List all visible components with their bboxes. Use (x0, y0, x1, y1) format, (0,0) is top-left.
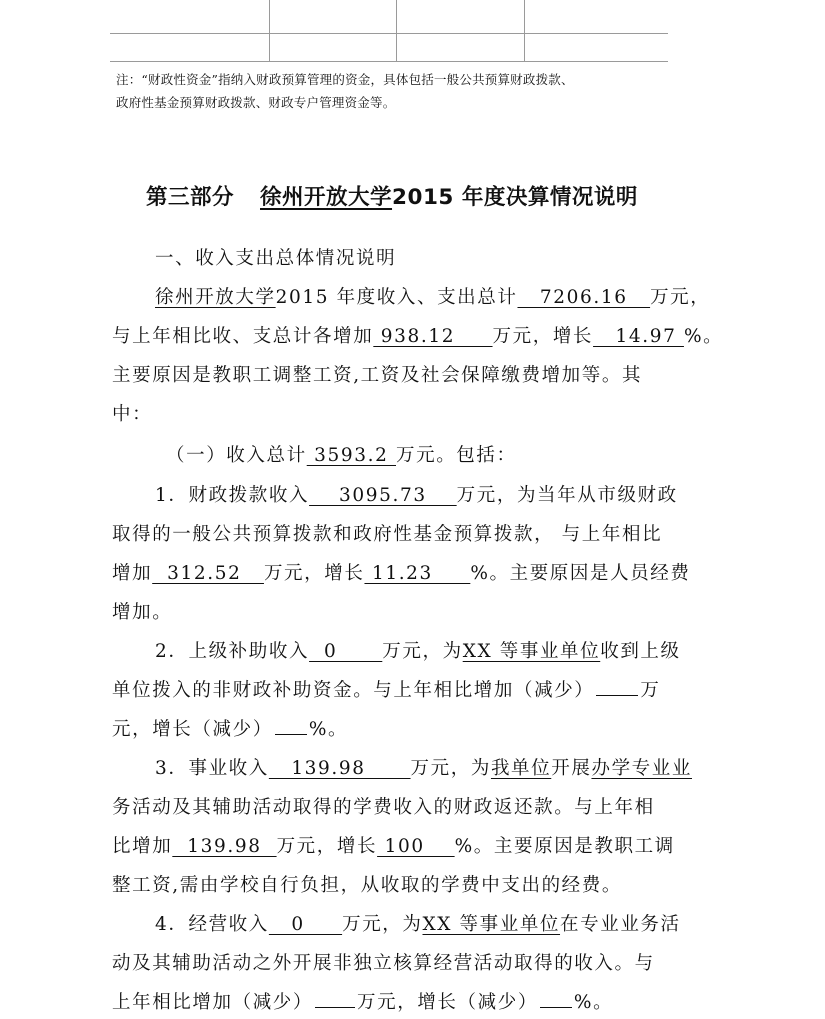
page-title (146, 180, 638, 211)
paragraph-line: 增加。 (112, 602, 173, 623)
paragraph-line: 增加 312.52 万元，增长 11.23 %。主要原因是人员经费 (112, 563, 691, 584)
paragraph-line: 中： (112, 404, 153, 425)
title-part: 第三部分 (146, 185, 235, 210)
blank-field (596, 676, 638, 696)
footnote-line: 注：“财政性资金”指纳入财政预算管理的资金，具体包括一般公共预算财政拨款、 (116, 72, 574, 87)
paragraph-line: 取得的一般公共预算拨款和政府性基金预算拨款， 与上年相比 (112, 524, 663, 545)
blank-field (315, 988, 355, 1008)
blank-field (540, 988, 572, 1008)
title-rest: 2015 年度决算情况说明 (392, 185, 638, 210)
business-type: 办学专业业 (591, 758, 692, 779)
footnote (116, 68, 716, 114)
amount-value: 0 (268, 914, 343, 935)
paragraph-line: 上年相比增加（减少） 万元，增长（减少） %。 (112, 988, 613, 1014)
increase-value: 938.12 (373, 326, 493, 347)
paragraph-line: 元，增长（减少） %。 (112, 715, 348, 741)
title-unit: 徐州开放大学 (260, 185, 393, 210)
paragraph-line: 比增加 139.98 万元，增长 100 %。主要原因是教职工调 (112, 836, 675, 857)
table-column-divider (396, 0, 397, 62)
income-heading: （一）收入总计 3593.2 万元。包括： (166, 445, 517, 466)
increase-value: 139.98 (172, 836, 277, 857)
unit-name: 徐州开放大学 (155, 287, 276, 308)
amount-value: 3095.73 (309, 485, 457, 506)
total-value: 7206.16 (517, 287, 651, 308)
paragraph-line: 与上年相比收、支总计各增加 938.12 万元，增长 14.97 %。 (112, 326, 724, 347)
table-fragment (110, 0, 668, 62)
paragraph-line: 2．上级补助收入 0 万元，为XX 等事业单位收到上级 (155, 641, 681, 662)
paragraph-line: 主要原因是教职工调整工资,工资及社会保障缴费增加等。其 (112, 365, 643, 386)
table-rule (110, 61, 668, 62)
unit-type: XX 等事业单位 (462, 641, 601, 662)
amount-value: 139.98 (268, 758, 411, 779)
growth-value: 14.97 (593, 326, 684, 347)
paragraph-line: 3．事业收入 139.98 万元，为我单位开展办学专业业 (155, 758, 692, 779)
paragraph-line: 徐州开放大学2015 年度收入、支出总计 7206.16 万元， (155, 287, 711, 308)
table-rule (110, 33, 668, 34)
growth-value: 100 (377, 836, 455, 857)
table-column-divider (524, 0, 525, 62)
increase-value: 312.52 (152, 563, 264, 584)
paragraph-line: 动及其辅助活动之外开展非独立核算经营活动取得的收入。与 (112, 953, 655, 974)
paragraph-line: 4．经营收入 0 万元，为XX 等事业单位在专业业务活 (155, 914, 681, 935)
blank-field (275, 715, 307, 735)
paragraph-line: 务活动及其辅助活动取得的学费收入的财政返还款。与上年相 (112, 797, 655, 818)
income-total: 3593.2 (306, 445, 396, 466)
paragraph-line: 1．财政拨款收入 3095.73 万元，为当年从市级财政 (155, 485, 678, 506)
unit-type: XX 等事业单位 (422, 914, 561, 935)
amount-value: 0 (309, 641, 383, 662)
paragraph-line: 单位拨入的非财政补助资金。与上年相比增加（减少） 万 (112, 676, 661, 702)
unit-type: 我单位 (490, 758, 552, 779)
section-heading: 一、收入支出总体情况说明 (155, 248, 397, 269)
footnote-line: 政府性基金预算财政拨款、财政专户管理资金等。 (116, 95, 396, 110)
table-column-divider (269, 0, 270, 62)
paragraph-line: 整工资,需由学校自行负担，从收取的学费中支出的经费。 (112, 875, 622, 896)
growth-value: 11.23 (364, 563, 471, 584)
